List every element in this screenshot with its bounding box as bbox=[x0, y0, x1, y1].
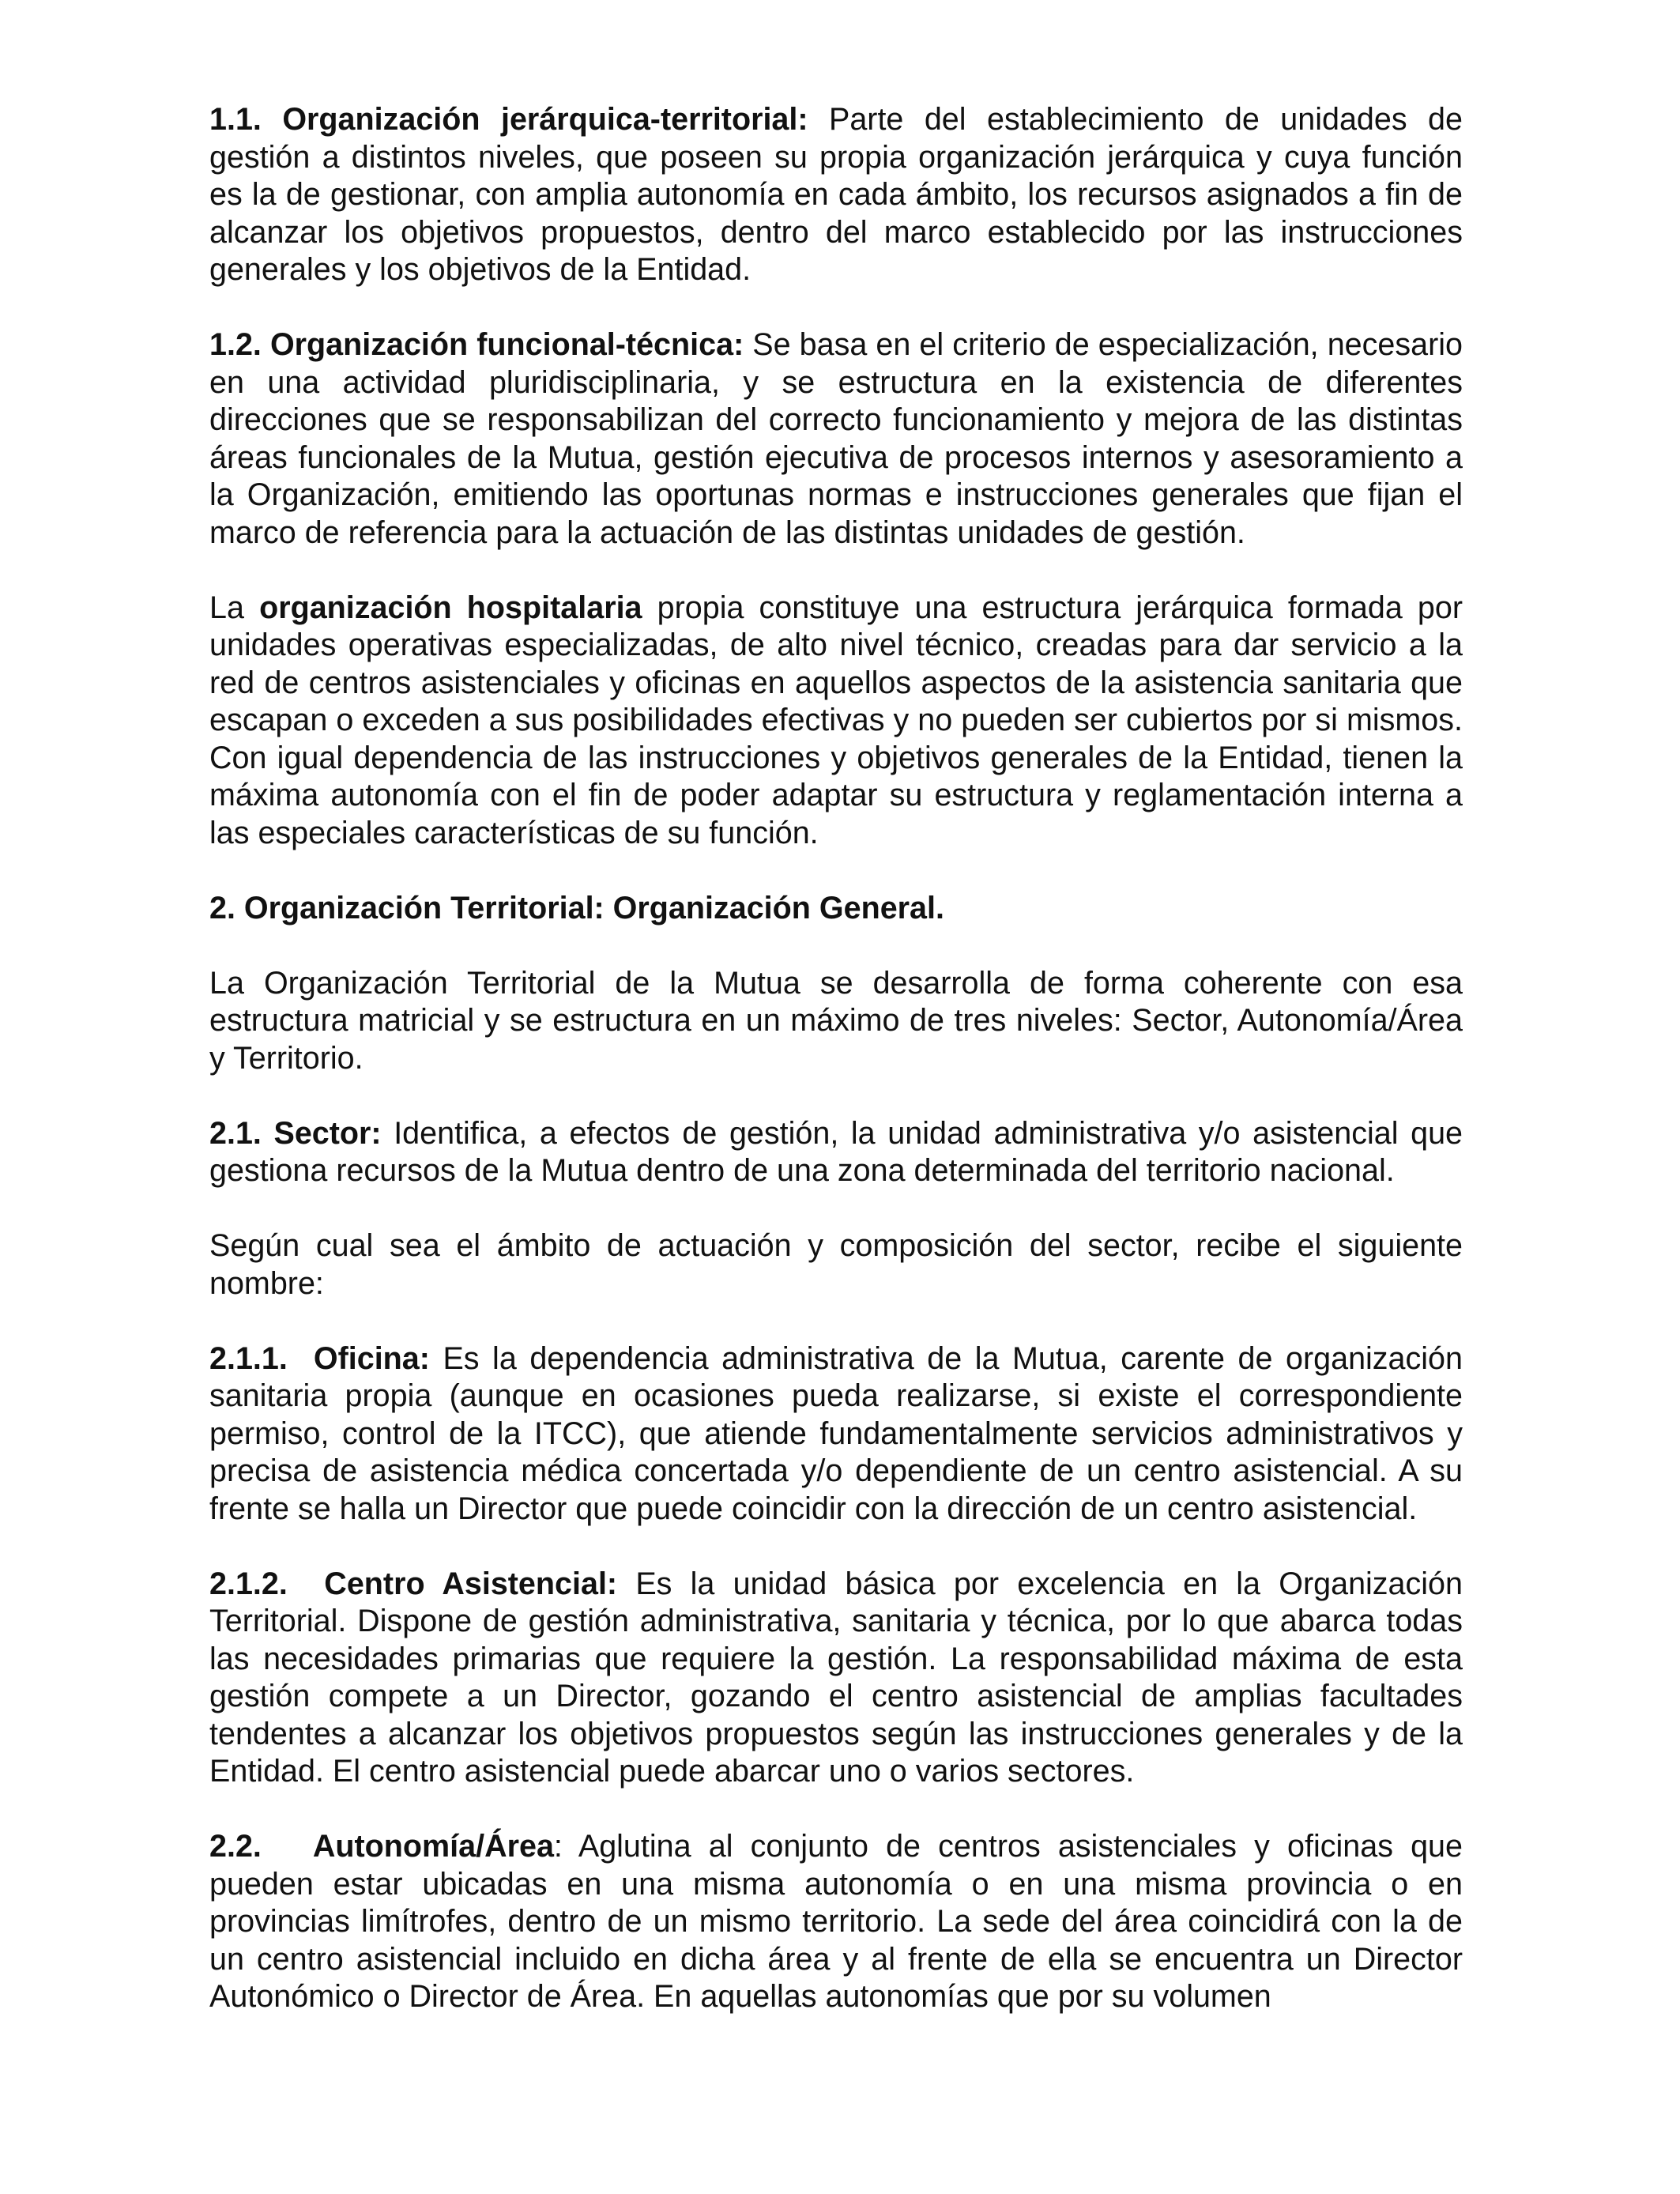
paragraph-2-1-1-text: Es la dependencia administrativa de la Mutua, carente de organización sanitaria propia (aunque en ocasiones pueda realizarse, si existe el correspondiente permiso, control de la ITCC), que atiende fundamentalmente servicios administrativos y precisa de asistencia médica concertada y/o dependiente de un centro asistencial. A su frente se halla un Director que puede coincidir con la dirección de un centro asistencial. bbox=[209, 1340, 1463, 1526]
paragraph-2-1-1 bbox=[209, 1340, 1463, 1529]
section-label-1-2: 1.2. Organización funcional-técnica: bbox=[209, 327, 744, 362]
paragraph-2-1-2 bbox=[209, 1566, 1463, 1791]
paragraph-2-intro: La Organización Territorial de la Mutua se desarrolla de forma coherente con esa estructura matricial y se estructura en un máximo de tres niveles: Sector, Autonomía/Área y Territorio. bbox=[209, 965, 1463, 1076]
paragraph-2-1 bbox=[209, 1115, 1463, 1190]
section-label-2-1-2: 2.1.2. Centro Asistencial: bbox=[209, 1566, 618, 1601]
section-label-2-1: 2.1. Sector: bbox=[209, 1115, 382, 1151]
document-page bbox=[209, 101, 1463, 2053]
section-label-2-1-1: 2.1.1. Oficina: bbox=[209, 1340, 430, 1376]
section-label-1-1: 1.1. Organización jerárquica-territorial: bbox=[209, 102, 808, 137]
paragraph-2-2 bbox=[209, 1828, 1463, 2016]
paragraph-2-1-text: Identifica, a efectos de gestión, la unidad administrativa y/o asistencial que gestiona recursos de la Mutua dentro de una zona determinada del territorio nacional. bbox=[209, 1115, 1463, 1188]
section-heading-2: 2. Organización Territorial: Organización General. bbox=[209, 890, 944, 925]
paragraph-hospitalaria-text: propia constituye una estructura jerárquica formada por unidades operativas especializadas, de alto nivel técnico, creadas para dar servicio a la red de centros asistenciales y oficinas en aquellos aspectos de la asistencia sanitaria que escapan o exceden a sus posibilidades efectivas y no pueden ser cubiertos por si mismos. Con igual dependencia de las instrucciones y objetivos generales de la Entidad, tienen la máxima autonomía con el fin de poder adaptar su estructura y reglamentación interna a las especiales características de su función. bbox=[209, 590, 1463, 850]
section-label-2-2: 2.2. Autonomía/Área bbox=[209, 1829, 554, 1864]
paragraph-1-1-text: Parte del establecimiento de unidades de gestión a distintos niveles, que poseen su propia organización jerárquica y cuya función es la de gestionar, con amplia autonomía en cada ámbito, los recursos asignados a fin de alcanzar los objetivos propuestos, dentro del marco establecido por las instrucciones generales y los objetivos de la Entidad. bbox=[209, 102, 1463, 287]
paragraph-2-1-intro: Según cual sea el ámbito de actuación y composición del sector, recibe el siguiente nombre: bbox=[209, 1228, 1463, 1301]
paragraph-1-1 bbox=[209, 101, 1463, 289]
paragraph-1-2 bbox=[209, 326, 1463, 552]
paragraph-1-2-text: Se basa en el criterio de especialización, necesario en una actividad pluridisciplinaria, y se estructura en la existencia de diferentes direcciones que se responsabilizan del correcto funcionamiento y mejora de las distintas áreas funcionales de la Mutua, gestión ejecutiva de procesos internos y asesoramiento a la Organización, emitiendo las oportunas normas e instrucciones generales que fijan el marco de referencia para la actuación de las distintas unidades de gestión. bbox=[209, 327, 1463, 550]
paragraph-2-1-2-text: Es la unidad básica por excelencia en la Organización Territorial. Dispone de gestión administrativa, sanitaria y técnica, por lo que abarca todas las necesidades primarias que requiere la gestión. La responsabilidad máxima de esta gestión compete a un Director, gozando el centro asistencial de amplias facultades tendentes a alcanzar los objetivos propuestos según las instrucciones generales y de la Entidad. El centro asistencial puede abarcar uno o varios sectores. bbox=[209, 1566, 1463, 1789]
paragraph-hospitalaria-prefix: La bbox=[209, 590, 260, 625]
paragraph-2-2-text: : Aglutina al conjunto de centros asistenciales y oficinas que pueden estar ubicadas en una misma autonomía o en una misma provincia o en provincias limítrofes, dentro de un mismo territorio. La sede del área coincidirá con la de un centro asistencial incluido en dicha área y al frente de ella se encuentra un Director Autonómico o Director de Área. En aquellas autonomías que por su volumen bbox=[209, 1829, 1463, 2014]
paragraph-hospitalaria bbox=[209, 590, 1463, 853]
term-organizacion-hospitalaria: organización hospitalaria bbox=[259, 590, 642, 625]
